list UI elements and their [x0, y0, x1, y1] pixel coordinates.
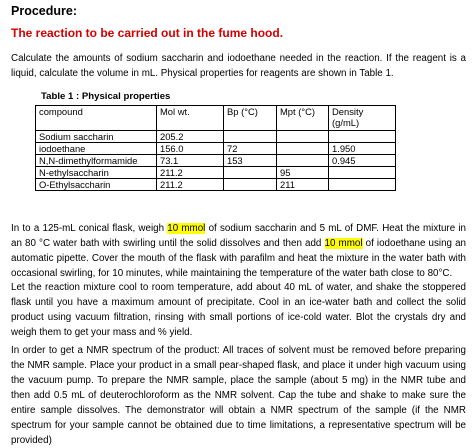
cell-density — [329, 131, 396, 143]
procedure-heading: Procedure: — [11, 4, 77, 18]
table-row — [36, 143, 396, 155]
cell-mol-wt: 211.2 — [157, 167, 224, 179]
header-mpt: Mpt (°C) — [277, 106, 329, 131]
table-row — [36, 131, 396, 143]
workup-paragraph: Let the reaction mixture cool to room temperature, add about 40 mL of water, and shake the stoppered flask until you have a maximum amount of precipitate. Cool in an ice-water bath and collect the solid product using vacuum filtration, rinsing with small portions of ice-cold water. Blot the crystals dry and weigh them to get your mass and % yield. — [11, 282, 466, 338]
cell-mol-wt: 156.0 — [157, 143, 224, 155]
table-row — [36, 167, 396, 179]
physical-properties-table — [35, 105, 396, 191]
table-caption: Table 1 : Physical properties — [41, 91, 171, 102]
cell-bp — [224, 167, 277, 179]
cell-density: 0.945 — [329, 155, 396, 167]
cell-bp: 153 — [224, 155, 277, 167]
cell-compound: N,N-dimethylformamide — [36, 155, 157, 167]
reaction-text-part: of sodium saccharin and 5 mL of DMF. Heat the mixture in an 80 °C water bath with swirling until the solid dissolves and then add — [11, 223, 467, 249]
header-density: Density (g/mL) — [329, 106, 396, 131]
reaction-text-part: In to a 125-mL conical flask, weigh — [11, 223, 168, 234]
header-compound: compound — [36, 106, 157, 131]
cell-compound: N-ethylsaccharin — [36, 167, 157, 179]
highlight-amount-saccharin: 10 mmol — [167, 223, 206, 234]
cell-density: 1.950 — [329, 143, 396, 155]
cell-mpt — [277, 131, 329, 143]
table-row — [36, 155, 396, 167]
highlight-amount-iodoethane: 10 mmol — [324, 238, 363, 249]
header-bp: Bp (°C) — [224, 106, 277, 131]
table-row — [36, 179, 396, 191]
cell-mol-wt: 205.2 — [157, 131, 224, 143]
cell-mol-wt: 73.1 — [157, 155, 224, 167]
fume-hood-warning: The reaction to be carried out in the fume hood. — [11, 26, 284, 40]
cell-mpt: 211 — [277, 179, 329, 191]
intro-paragraph: Calculate the amounts of sodium saccharin and iodoethane needed in the reaction. If the reagent is a liquid, calculate the volume in mL. Physical properties for reagents are shown in Table 1. — [11, 53, 466, 79]
cell-bp: 72 — [224, 143, 277, 155]
cell-density — [329, 167, 396, 179]
cell-mpt — [277, 155, 329, 167]
nmr-paragraph: In order to get a NMR spectrum of the product: All traces of solvent must be removed before preparing the NMR sample. Place your product in a small pear-shaped flask, and place it under high vacuum using the vacuum pump. To prepare the NMR sample, place the sample (about 5 mg) in the NMR tube and then add 0.5 mL of deuterochloroform as the NMR solvent. Cap the tube and shake to make sure the entire sample dissolves. The demonstrator will obtain a NMR spectrum of the sample (if the NMR spectrum for your sample cannot be obtained due to time limitations, a representative spectrum will be provided) — [11, 345, 466, 446]
cell-compound: O-Ethylsaccharin — [36, 179, 157, 191]
reaction-text-part: of iodoethane using an automatic pipette. Cover the mouth of the flask with parafilm and heat the mixture in the water bath with occasional swirling, for 10 minutes, while maintaining the temperature of the water bath close to 80°C. — [11, 238, 466, 279]
header-mol-wt: Mol wt. — [157, 106, 224, 131]
cell-bp — [224, 179, 277, 191]
reaction-paragraph — [11, 221, 466, 281]
cell-mpt: 95 — [277, 167, 329, 179]
cell-compound: iodoethane — [36, 143, 157, 155]
cell-compound: Sodium saccharin — [36, 131, 157, 143]
table-header-row — [36, 106, 396, 131]
cell-bp — [224, 131, 277, 143]
cell-mpt — [277, 143, 329, 155]
cell-density — [329, 179, 396, 191]
cell-mol-wt: 211.2 — [157, 179, 224, 191]
